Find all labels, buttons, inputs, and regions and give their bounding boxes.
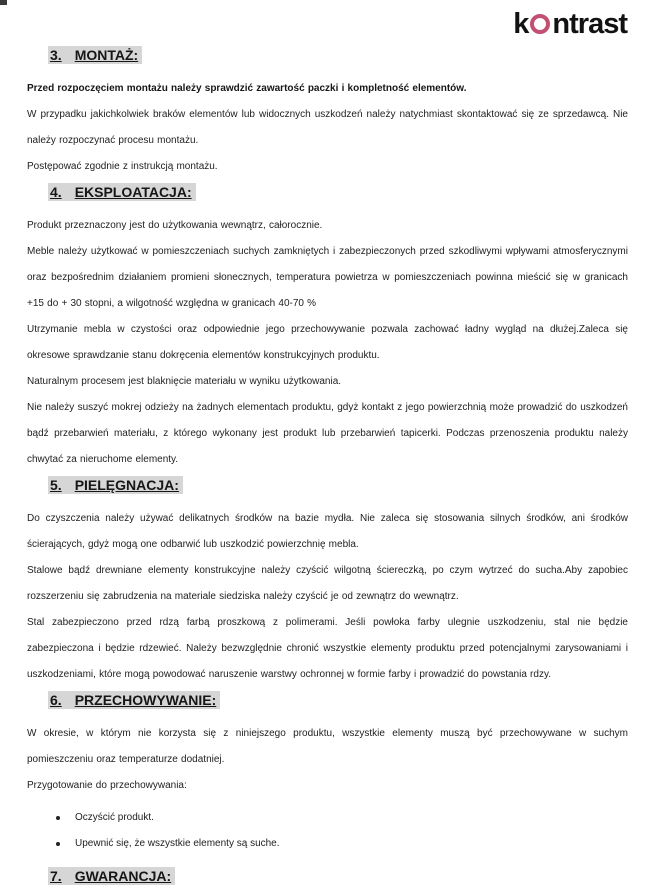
section-heading-gwarancja (48, 866, 628, 886)
logo-text-suffix: ntrast (552, 8, 627, 40)
paragraph: Meble należy użytkować w pomieszczeniach suchych zamkniętych i zabezpieczonych przed szkodliwymi wpływami atmosferycznymi oraz bezpośrednim działaniem promieni słonecznych, temperatura powietrza w pomieszczeniach powinna mieścić się w granicach +15 do + 30 stopni, a wilgotność względna w granicach 40-70 % (27, 246, 628, 309)
section-number: 4. (50, 184, 62, 200)
paragraph: Naturalnym procesem jest blaknięcie materiału w wyniku użytkowania. (27, 376, 342, 387)
heading-highlight (48, 46, 142, 64)
section-number: 3. (50, 47, 62, 63)
storage-checklist (27, 805, 628, 857)
paragraph: Postępować zgodnie z instrukcją montażu. (27, 161, 218, 172)
heading-highlight (48, 691, 220, 709)
section-number: 5. (50, 477, 62, 493)
paragraph: Stal zabezpieczono przed rdzą farbą proszkową z polimerami. Jeśli powłoka farby ulegnie uszkodzeniu, stal nie będzie zabezpieczona i będzie rdzewieć. Należy bezwzględnie chronić wszystkie elementy produktu przed potencjalnymi zarysowaniami i uszkodzeniami, które mogą powodować naruszenie warstwy ochronnej w formie farby i prowadzić do powstania rdzy. (27, 617, 628, 680)
heading-highlight (48, 476, 183, 494)
section-przechowywanie (27, 690, 628, 857)
section-gwarancja (27, 866, 628, 886)
section-heading-przechowywanie (48, 690, 628, 710)
section-number: 7. (50, 868, 62, 884)
section-title: PIELĘGNACJA: (74, 477, 179, 493)
list-item: Upewnić się, że wszystkie elementy są suche. (27, 831, 628, 857)
paragraph: Utrzymanie mebla w czystości oraz odpowiednie jego przechowywanie pozwala zachować ładny wygląd na dłużej.Zaleca się okresowe sprawdzanie stanu dokręcenia elementów konstrukcyjnych produktu. (27, 324, 628, 361)
section-pielegnacja (27, 475, 628, 688)
section-title: MONTAŻ: (74, 47, 139, 63)
paragraph: Nie należy suszyć mokrej odzieży na żadnych elementach produktu, gdyż kontakt z jego powierzchnią może prowadzić do uszkodzeń bądź przebarwień materiału, z którego wykonany jest produkt lub przebarwień tapicerki. Podczas przenoszenia produktu należy chwytać za nieruchome elementy. (27, 402, 628, 465)
paragraph: Przed rozpoczęciem montażu należy sprawdzić zawartość paczki i kompletność elementów. (27, 83, 467, 94)
section-number: 6. (50, 692, 62, 708)
section-title: PRZECHOWYWANIE: (74, 692, 217, 708)
logo-text-prefix: k (513, 8, 529, 40)
kontrast-logo (27, 5, 628, 43)
heading-highlight (48, 183, 196, 201)
section-heading-montaz (48, 45, 628, 65)
section-title: GWARANCJA: (74, 868, 172, 884)
section-heading-pielegnacja (48, 475, 628, 495)
paragraph: Przygotowanie do przechowywania: (27, 780, 187, 791)
scan-artifact (0, 0, 7, 5)
section-heading-eksploatacja (48, 182, 628, 202)
paragraph: W przypadku jakichkolwiek braków elementów lub widocznych uszkodzeń należy natychmiast skontaktować się ze sprzedawcą. Nie należy rozpoczynać procesu montażu. (27, 109, 628, 146)
paragraph: Produkt przeznaczony jest do użytkowania wewnątrz, całorocznie. (27, 220, 323, 231)
section-title: EKSPLOATACJA: (74, 184, 192, 200)
heading-highlight (48, 867, 175, 885)
list-item: Oczyścić produkt. (27, 805, 628, 831)
paragraph: W okresie, w którym nie korzysta się z niniejszego produktu, wszystkie elementy muszą być przechowywane w suchym pomieszczeniu oraz temperaturze dodatniej. (27, 728, 628, 765)
section-eksploatacja (27, 182, 628, 473)
logo-o-ring-icon (530, 14, 550, 34)
paragraph: Do czyszczenia należy używać delikatnych środków na bazie mydła. Nie zaleca się stosowania silnych środków, ani środków ścierających, gdyż mogą one odbarwić lub uszkodzić powierzchnię mebla. (27, 513, 628, 550)
paragraph: Stalowe bądź drewniane elementy konstrukcyjne należy czyścić wilgotną ściereczką, po czym wytrzeć do sucha.Aby zapobiec rozszerzeniu się zabrudzenia na materiale siedziska należy czyścić je od zewnątrz do wewnątrz. (27, 565, 628, 602)
section-montaz (27, 45, 628, 180)
